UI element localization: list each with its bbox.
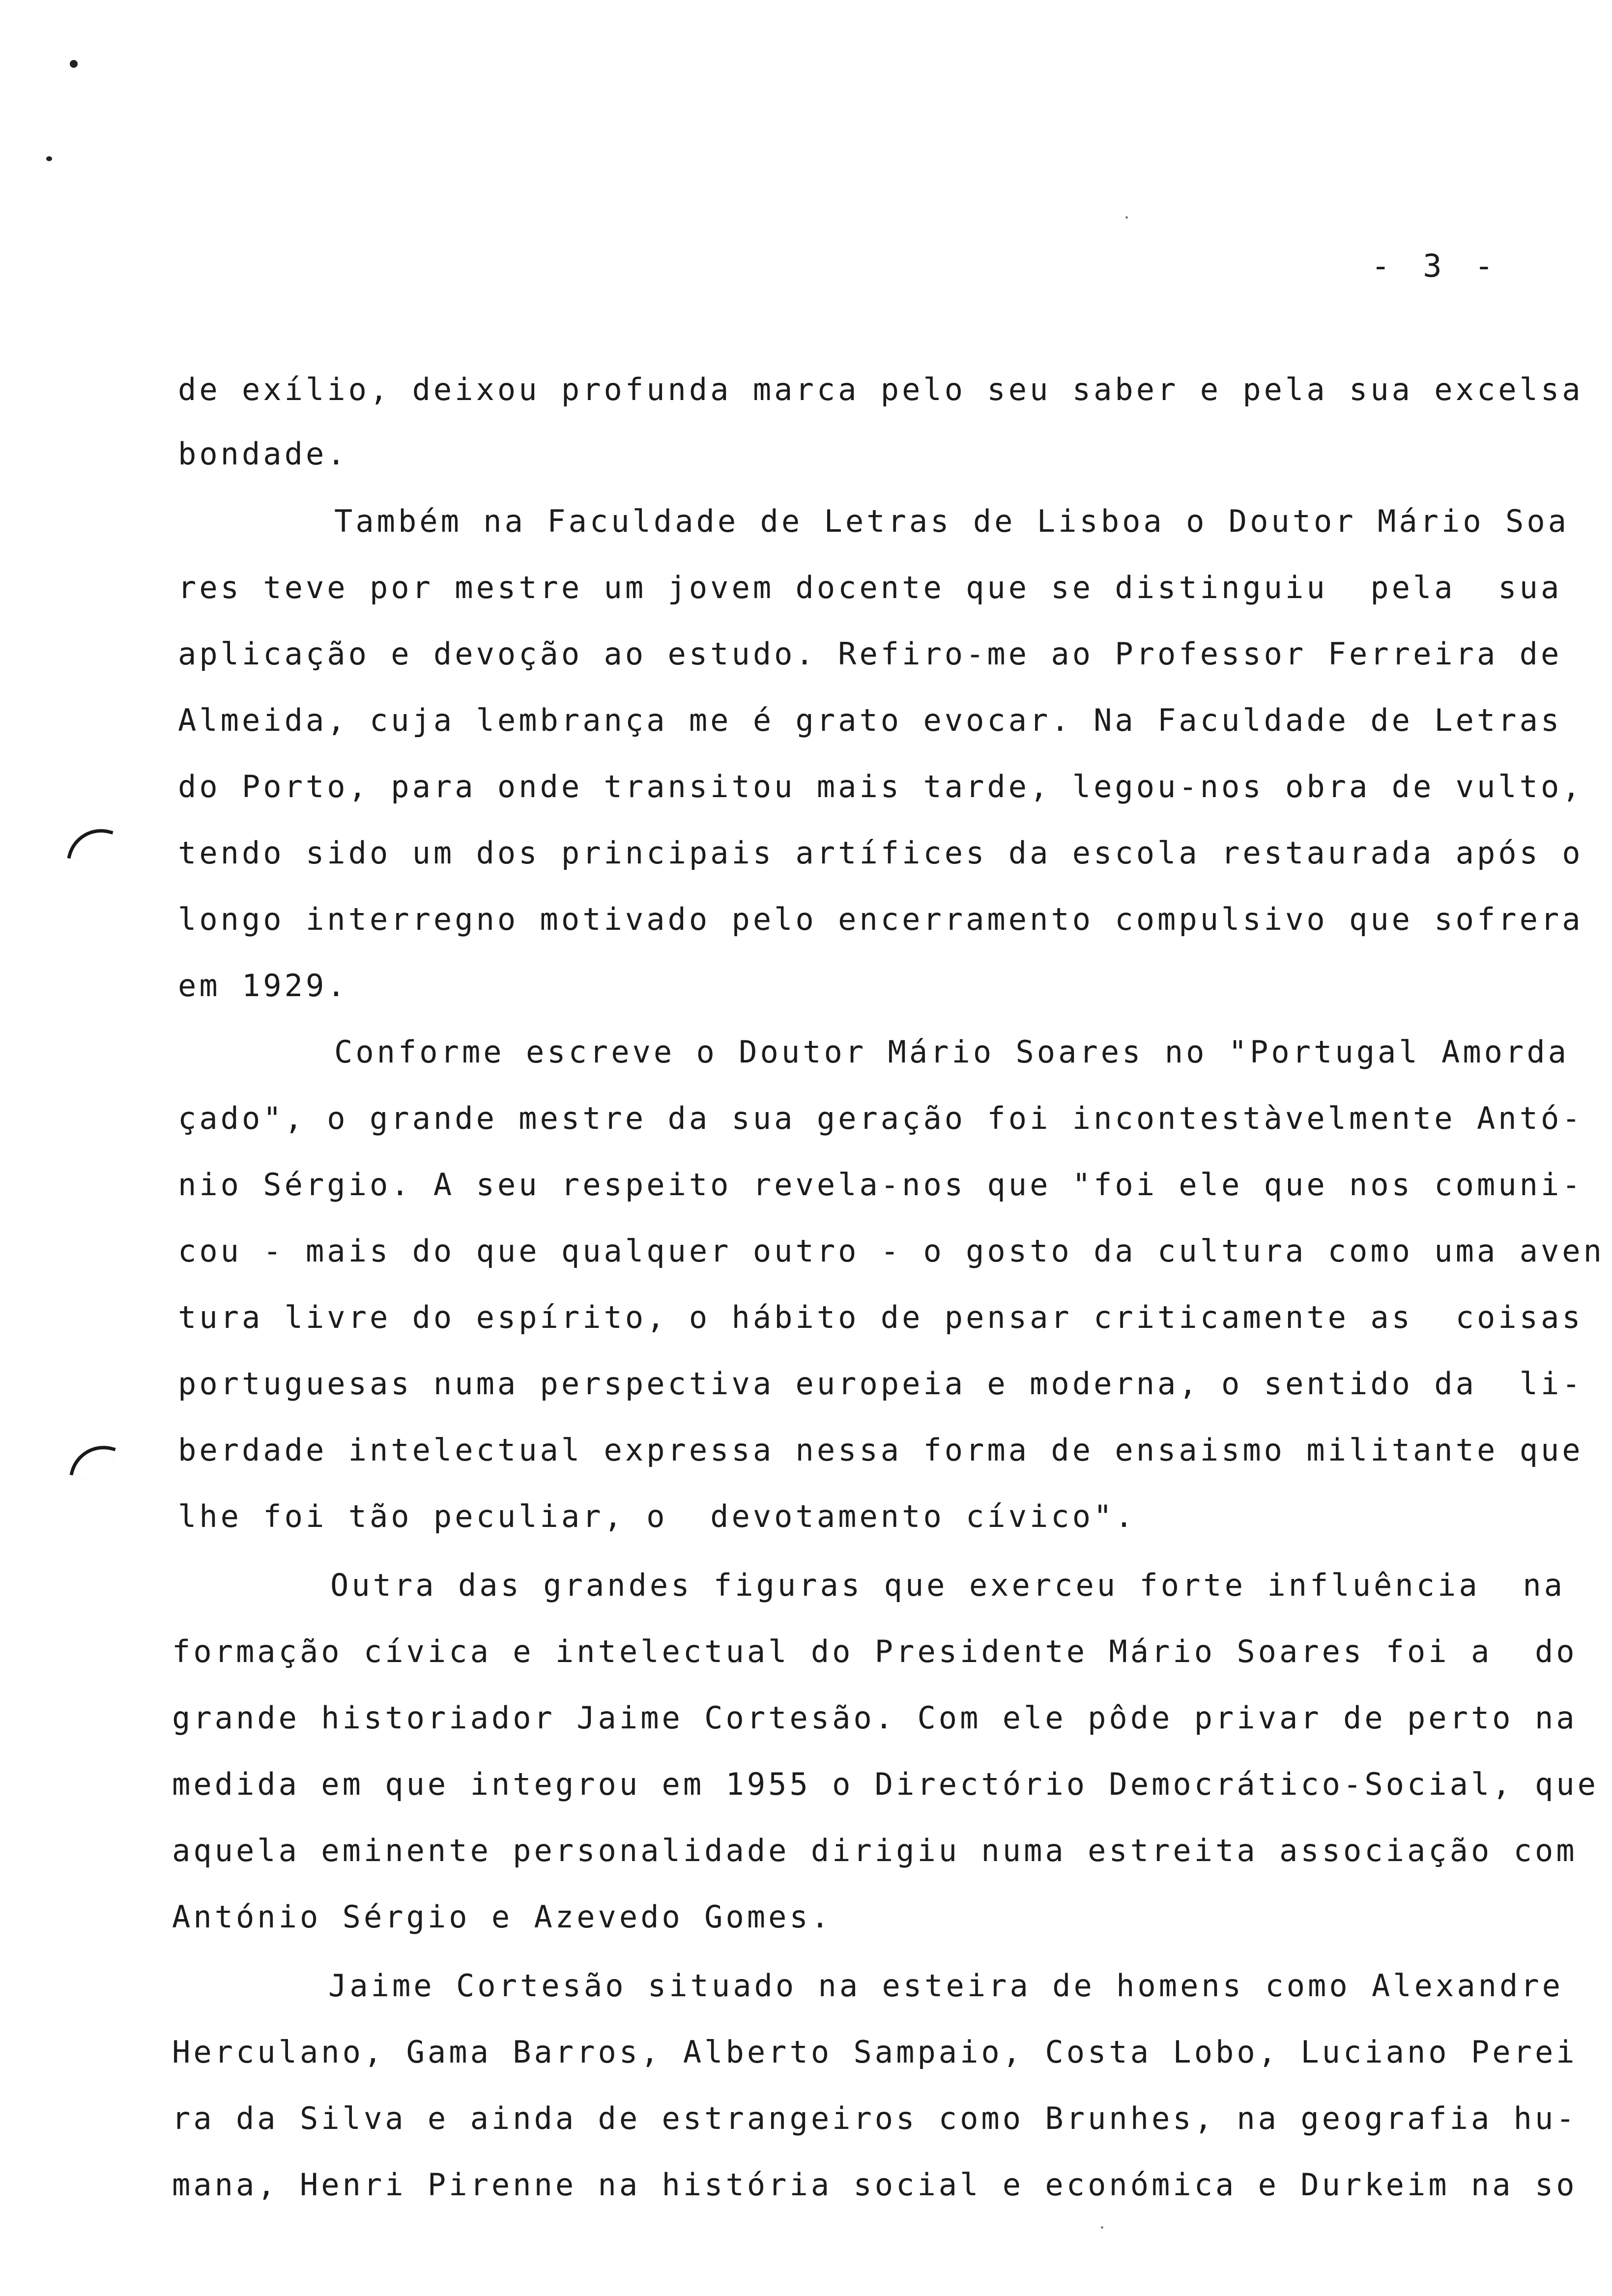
text-line: aplicação e devoção ao estudo. Refiro-me ao Professor Ferreira de	[178, 636, 1562, 672]
text-line: de exílio, deixou profunda marca pelo seu saber e pela sua excelsa	[178, 372, 1583, 407]
text-line: Conforme escreve o Doutor Mário Soares no "Portugal Amorda	[334, 1034, 1569, 1070]
text-line: António Sérgio e Azevedo Gomes.	[172, 1899, 833, 1935]
text-line: nio Sérgio. A seu respeito revela-nos que "foi ele que nos comuni-	[178, 1167, 1583, 1203]
text-line: çado", o grande mestre da sua geração foi incontestàvelmente Antó-	[178, 1100, 1583, 1136]
punch-hole-mark	[69, 1438, 115, 1484]
scan-dot-mark	[46, 156, 52, 161]
text-line: formação cívica e intelectual do Presidente Mário Soares foi a do	[172, 1634, 1578, 1669]
scan-speck	[1125, 216, 1128, 219]
text-line: berdade intelectual expressa nessa forma de ensaismo militante que	[178, 1432, 1583, 1468]
text-line: bondade.	[178, 436, 348, 472]
text-line: Almeida, cuja lembrança me é grato evocar. Na Faculdade de Letras	[178, 702, 1562, 738]
text-line: tura livre do espírito, o hábito de pensar criticamente as coisas	[178, 1299, 1583, 1335]
text-line: aquela eminente personalidade dirigiu numa estreita associação com	[172, 1833, 1578, 1868]
text-line: longo interregno motivado pelo encerramento compulsivo que sofrera	[178, 901, 1583, 937]
scan-speck	[1101, 2226, 1103, 2229]
text-line: cou - mais do que qualquer outro - o gosto da cultura como uma aven	[178, 1233, 1605, 1269]
text-line: portuguesas numa perspectiva europeia e moderna, o sentido da li-	[178, 1366, 1583, 1402]
text-line: Outra das grandes figuras que exerceu forte influência na	[330, 1567, 1565, 1603]
text-line: do Porto, para onde transitou mais tarde, legou-nos obra de vulto,	[178, 769, 1583, 804]
text-line: Também na Faculdade de Letras de Lisboa o Doutor Mário Soa	[334, 503, 1569, 539]
text-line: Herculano, Gama Barros, Alberto Sampaio, Costa Lobo, Luciano Perei	[172, 2034, 1578, 2070]
text-line: res teve por mestre um jovem docente que se distinguiu pela sua	[178, 570, 1562, 605]
punch-hole-mark	[67, 821, 113, 867]
text-line: tendo sido um dos principais artífices da escola restaurada após o	[178, 835, 1583, 871]
page-number: - 3 -	[1371, 248, 1500, 285]
text-line: em 1929.	[178, 968, 348, 1004]
text-line: medida em que integrou em 1955 o Directório Democrático-Social, que	[172, 1766, 1599, 1802]
text-line: Jaime Cortesão situado na esteira de homens como Alexandre	[328, 1968, 1563, 2004]
scan-dot-mark	[70, 60, 78, 68]
text-line: grande historiador Jaime Cortesão. Com ele pôde privar de perto na	[172, 1700, 1578, 1736]
text-line: ra da Silva e ainda de estrangeiros como Brunhes, na geografia hu-	[172, 2100, 1578, 2136]
text-line: lhe foi tão peculiar, o devotamento cívico".	[178, 1498, 1136, 1534]
text-line: mana, Henri Pirenne na história social e económica e Durkeim na so	[172, 2167, 1578, 2203]
